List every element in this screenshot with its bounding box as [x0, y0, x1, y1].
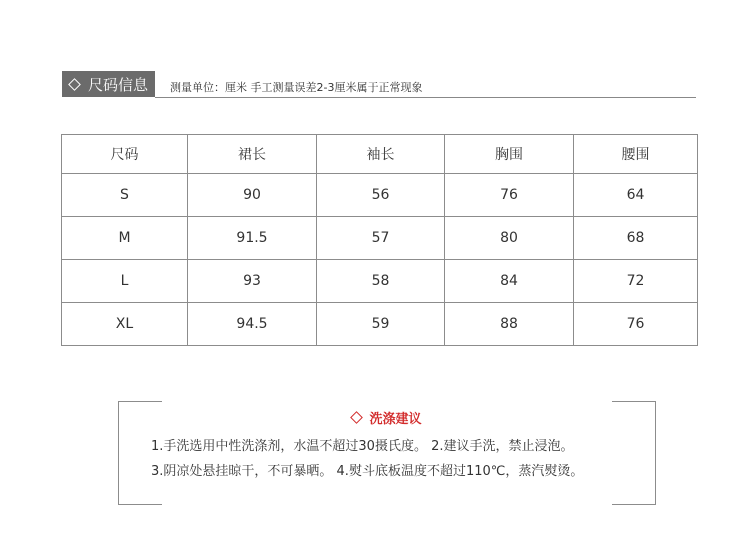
- table-row: [62, 260, 698, 303]
- table-row: [62, 217, 698, 260]
- table-cell: 56: [317, 174, 445, 217]
- washing-instruction-line: 1.手洗选用中性洗涤剂，水温不超过30摄氏度。 2.建议手洗，禁止浸泡。: [151, 439, 574, 454]
- size-table: [61, 134, 698, 346]
- box-border: [612, 401, 656, 402]
- table-cell: 91.5: [188, 217, 317, 260]
- column-header-waist: 腰围: [574, 135, 698, 174]
- table-cell: 64: [574, 174, 698, 217]
- washing-advice-title: [118, 408, 656, 427]
- table-header-row: [62, 135, 698, 174]
- table-cell: 84: [445, 260, 574, 303]
- table-cell: 72: [574, 260, 698, 303]
- measurement-note: 测量单位：厘米 手工测量误差2-3厘米属于正常现象: [170, 81, 423, 94]
- table-cell: 58: [317, 260, 445, 303]
- table-cell: 94.5: [188, 303, 317, 346]
- table-row: [62, 303, 698, 346]
- column-header-dress-length: 裙长: [188, 135, 317, 174]
- size-info-tag: [62, 71, 155, 97]
- box-border: [118, 401, 162, 402]
- table-cell: 57: [317, 217, 445, 260]
- table-cell: S: [62, 174, 188, 217]
- washing-advice-box: [118, 401, 656, 505]
- box-border: [612, 504, 656, 505]
- column-header-size: 尺码: [62, 135, 188, 174]
- washing-instruction-line: 3.阴凉处悬挂晾干，不可暴晒。 4.熨斗底板温度不超过110℃，蒸汽熨烫。: [151, 464, 584, 479]
- diamond-icon: [351, 411, 364, 424]
- table-row: [62, 174, 698, 217]
- table-cell: M: [62, 217, 188, 260]
- header-divider: [155, 97, 696, 98]
- size-info-title: 尺码信息: [88, 75, 149, 94]
- table-cell: 80: [445, 217, 574, 260]
- table-cell: XL: [62, 303, 188, 346]
- column-header-bust: 胸围: [445, 135, 574, 174]
- box-border: [118, 504, 162, 505]
- table-cell: 76: [445, 174, 574, 217]
- table-cell: 90: [188, 174, 317, 217]
- size-info-header: [62, 71, 696, 99]
- table-cell: 76: [574, 303, 698, 346]
- column-header-sleeve-length: 袖长: [317, 135, 445, 174]
- table-cell: L: [62, 260, 188, 303]
- table-cell: 88: [445, 303, 574, 346]
- table-cell: 93: [188, 260, 317, 303]
- table-cell: 59: [317, 303, 445, 346]
- table-cell: 68: [574, 217, 698, 260]
- diamond-icon: [68, 78, 81, 91]
- washing-advice-title-text: 洗涤建议: [369, 412, 422, 427]
